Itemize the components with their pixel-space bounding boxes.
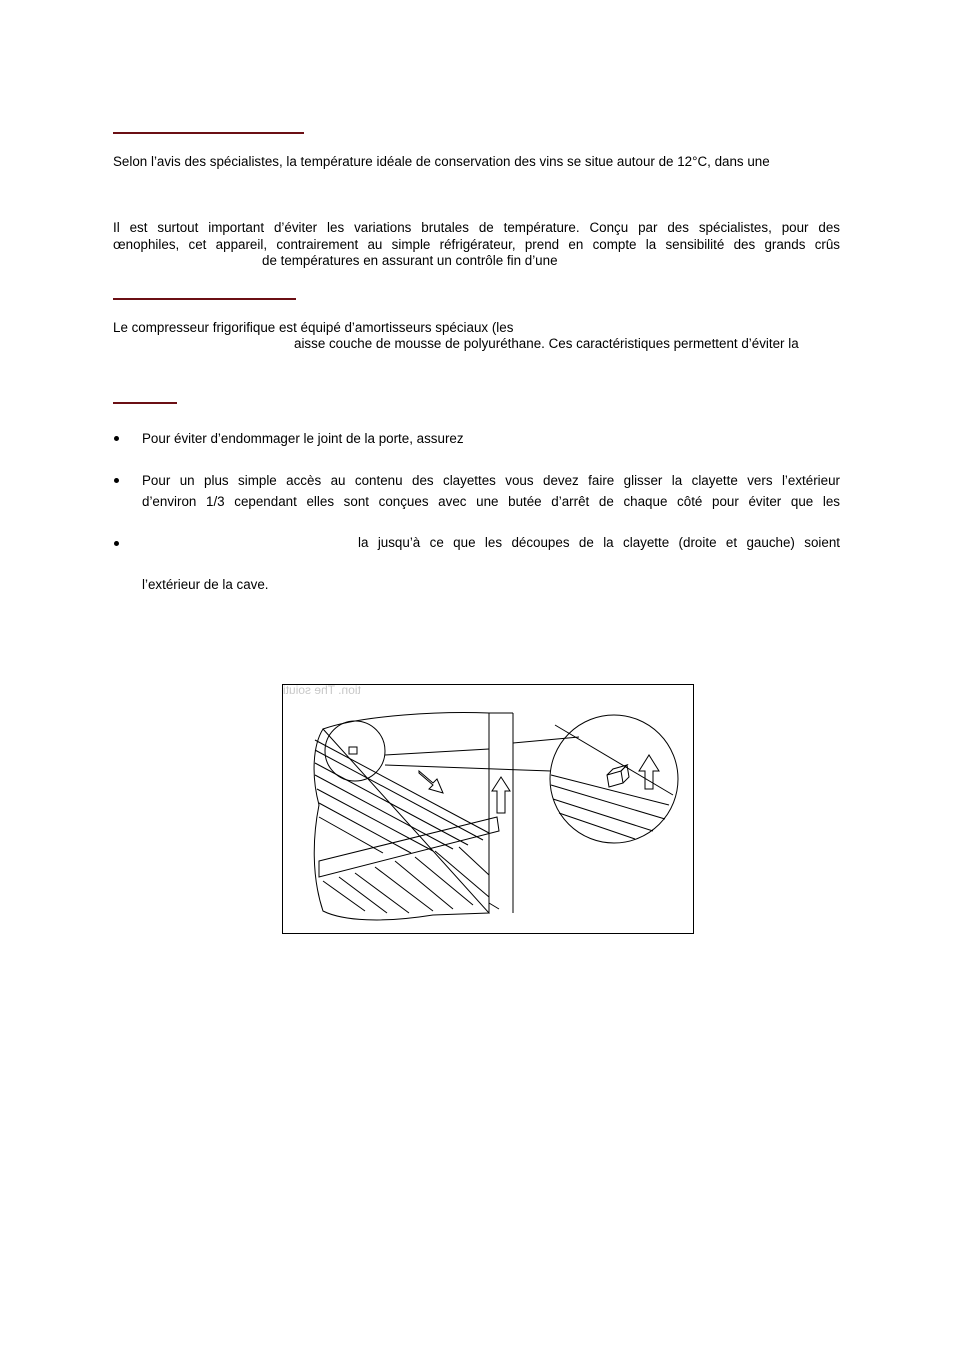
detail-circle-large [550,715,678,843]
shelf-slat [459,847,489,875]
stop-block-large [607,771,623,787]
section-heading-rule-1 [113,132,304,134]
bullet-dot [114,478,119,483]
shelf-slat [323,881,365,911]
paragraph-line: de températures en assurant un contrôle fin d’une [262,253,558,268]
shelf-diagram [282,684,694,934]
lift-arrow-icon [492,777,510,813]
stop-block-small [349,747,357,754]
bullet-text: d’environ 1/3 cependant elles sont conçues avec une butée d’arrêt de chaque côté pour éviter que les [142,494,840,509]
bullet-text: Pour éviter d’endommager le joint de la porte, assurez [142,431,464,446]
shelf-slat [435,851,489,897]
shelf-slat [317,789,433,851]
shelf-front-rail [319,817,499,877]
paragraph-line: Il est surtout important d’éviter les variations brutales de température. Conçu par des spécialistes, pour des [113,220,840,235]
bullet-text: Pour un plus simple accès au contenu des clayettes vous devez faire glisser la clayette vers l’extérieur [142,473,840,488]
zoom-connector [385,749,489,755]
zoomed-slat [551,785,665,819]
shelf-slat [395,861,453,909]
paragraph-line: aisse couche de mousse de polyuréthane. Ces caractéristiques permettent d’éviter la [294,336,799,351]
shelf-slat [355,873,409,913]
bullet-dot [114,541,119,546]
up-arrow-icon [639,755,659,789]
shelf-slat [375,867,433,911]
section-heading-rule-3 [113,402,177,404]
bullet-dot [114,436,119,441]
zoomed-slat [555,725,673,795]
shelf-illustration [283,685,694,934]
shelf-slat [489,903,499,909]
zoom-connector [513,737,579,743]
zoomed-slat [553,799,653,831]
paragraph-line: Le compresseur frigorifique est équipé d’amortisseurs spéciaux (les [113,320,514,335]
zoom-connector [385,765,551,771]
section-heading-rule-2 [113,298,296,300]
paragraph-line: Selon l’avis des spécialistes, la température idéale de conservation des vins se situe autour de 12°C, dans une [113,154,770,169]
bullet-text: l’extérieur de la cave. [142,577,269,592]
shelf-slat [339,877,387,913]
pull-arrow-icon [419,771,443,793]
bullet-text: la jusqu’à ce que les découpes de la clayette (droite et gauche) soient [358,535,840,550]
shelf-slat [415,857,473,905]
paragraph-line: œnophiles, cet appareil, contrairement au simple réfrigérateur, prend en compte la sensibilité des grands crûs [113,237,840,252]
figure-ghost-text: tion. The soiuti [283,684,361,697]
detail-circle-small [325,721,385,781]
